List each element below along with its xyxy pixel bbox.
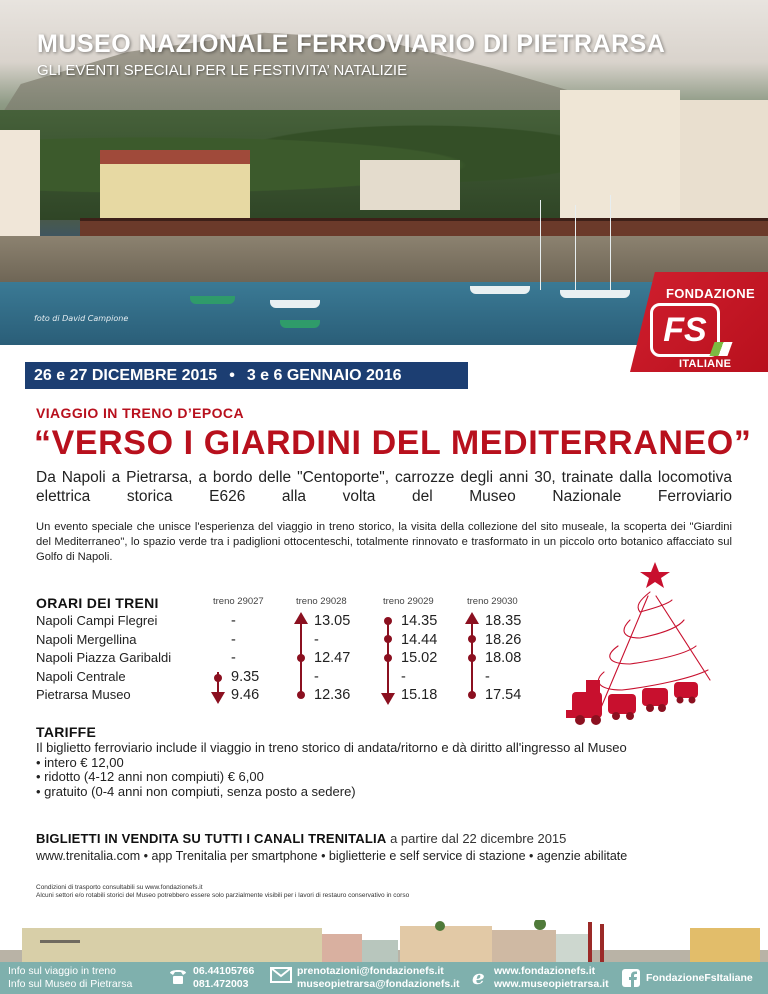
boat bbox=[190, 296, 235, 304]
tickets-start-date: a partire dal 22 dicembre 2015 bbox=[390, 831, 567, 846]
time-cell: - bbox=[231, 650, 236, 666]
museum-building bbox=[100, 150, 250, 220]
facebook-icon bbox=[622, 969, 640, 987]
logo-text-top: FONDAZIONE bbox=[666, 286, 755, 301]
time-cell: 15.02 bbox=[401, 650, 438, 666]
time-cell: - bbox=[314, 631, 319, 648]
time-cell: 12.47 bbox=[314, 650, 351, 666]
tickets-headline bbox=[36, 831, 566, 846]
train-number: treno 29027 bbox=[213, 596, 264, 607]
website-link[interactable]: www.museopietrarsa.it bbox=[494, 978, 609, 990]
tariffa-item: • gratuito (0-4 anni non compiuti, senza posto a sedere) bbox=[36, 783, 356, 799]
station-name: Napoli Centrale bbox=[36, 668, 126, 684]
station-list bbox=[36, 612, 171, 705]
footnotes bbox=[36, 884, 409, 900]
phone-icon bbox=[168, 967, 188, 985]
timeline-stop-dot bbox=[297, 654, 305, 662]
station-name: Pietrarsa Museo bbox=[36, 687, 131, 702]
station-name: Napoli Mergellina bbox=[36, 631, 137, 647]
time-cell: 14.35 bbox=[401, 613, 438, 629]
timeline-stop-dot bbox=[384, 654, 392, 662]
event-intro: Da Napoli a Pietrarsa, a bordo delle "Centoporte", carrozze degli anni 30, trainate dalla locomotiva elettrica storica E626 alla volta del Museo Nazionale Ferroviario bbox=[36, 469, 732, 505]
event-eyebrow: VIAGGIO IN TRENO D’EPOCA bbox=[36, 405, 244, 421]
info-museum: Info sul Museo di Pietrarsa bbox=[8, 978, 133, 990]
footnote: Condizioni di trasporto consultabili su www.fondazionefs.it bbox=[36, 884, 203, 891]
train-times bbox=[383, 612, 463, 705]
time-cell: - bbox=[231, 613, 236, 629]
time-cell: 18.35 bbox=[485, 613, 522, 629]
time-cell: 17.54 bbox=[485, 687, 522, 703]
date-second: 3 e 6 GENNAIO 2016 bbox=[246, 367, 402, 384]
time-cell: 12.36 bbox=[314, 687, 351, 703]
building bbox=[0, 130, 40, 250]
station-name: Napoli Piazza Garibaldi bbox=[36, 650, 172, 665]
footer-info bbox=[8, 965, 132, 991]
train-number: treno 29028 bbox=[296, 596, 347, 607]
date-separator: • bbox=[229, 367, 235, 384]
timeline-stop-dot bbox=[214, 674, 222, 682]
logo-text-bottom: ITALIANE bbox=[679, 358, 732, 370]
boat-mast bbox=[610, 195, 611, 290]
footnote: Alcuni settori e/o rotabili storici del Museo potrebbero essere solo parzialmente visibili per i lavori di restauro conservativo in corso bbox=[36, 892, 410, 899]
boat-mast bbox=[575, 205, 576, 290]
star-icon bbox=[640, 562, 670, 588]
historic-train bbox=[80, 218, 768, 236]
time-cell: - bbox=[314, 668, 319, 685]
time-cell: 9.46 bbox=[231, 687, 260, 703]
timeline-stop-dot bbox=[468, 691, 476, 699]
time-cell: 9.35 bbox=[231, 668, 260, 685]
timeline-stop-dot bbox=[384, 635, 392, 643]
time-cell: 15.18 bbox=[401, 687, 438, 703]
tariffa-item: • ridotto (4-12 anni non compiuti) € 6,00 bbox=[36, 769, 264, 784]
timeline-stop-dot bbox=[384, 617, 392, 625]
svg-text:e: e bbox=[472, 967, 485, 987]
train-column bbox=[383, 596, 463, 705]
website-link[interactable]: www.fondazionefs.it bbox=[494, 965, 596, 977]
timeline-stop-dot bbox=[468, 635, 476, 643]
email-icon bbox=[270, 967, 292, 983]
page-subtitle: GLI EVENTI SPECIALI PER LE FESTIVITA’ NATALIZIE bbox=[37, 62, 408, 79]
timetable-title: ORARI DEI TRENI bbox=[36, 595, 159, 611]
time-cell: - bbox=[401, 668, 406, 685]
tariffa-item: • intero € 12,00 bbox=[36, 754, 124, 770]
fs-logo-mark: FS bbox=[650, 303, 720, 357]
boat bbox=[470, 286, 530, 294]
toy-train-icon bbox=[566, 680, 698, 725]
harbour-wall bbox=[0, 236, 768, 282]
boat-mast bbox=[540, 200, 541, 290]
time-cell: 18.26 bbox=[485, 631, 522, 648]
tariffe-list bbox=[36, 741, 627, 799]
train-column bbox=[296, 596, 376, 705]
boat bbox=[270, 300, 320, 308]
info-train: Info sul viaggio in treno bbox=[8, 965, 116, 977]
time-cell: 18.08 bbox=[485, 650, 522, 666]
web-icon bbox=[470, 967, 490, 987]
train-number: treno 29030 bbox=[467, 596, 518, 607]
photo-credit: foto di David Campione bbox=[34, 314, 129, 323]
phone-number[interactable]: 081.472003 bbox=[193, 978, 249, 990]
phone-number[interactable]: 06.44105766 bbox=[193, 965, 255, 977]
train-times bbox=[213, 612, 293, 705]
train-times bbox=[467, 612, 547, 705]
arrow-down-icon bbox=[381, 693, 395, 705]
email-link[interactable]: prenotazioni@fondazionefs.it bbox=[297, 965, 444, 977]
time-cell: - bbox=[485, 668, 490, 685]
timeline-stop-dot bbox=[297, 691, 305, 699]
email-link[interactable]: museopietrarsa@fondazionefs.it bbox=[297, 978, 460, 990]
station-name: Napoli Campi Flegrei bbox=[36, 613, 158, 628]
tariffe-intro: Il biglietto ferroviario include il viaggio in treno storico di andata/ritorno e dà diritto all'ingresso al Museo bbox=[36, 740, 627, 755]
event-description: Un evento speciale che unisce l'esperienza del viaggio in treno storico, la visita della collezione del sito museale, la scoperta dei "Giardini del Mediterraneo", lo spazio verde tra i padiglioni ottocenteschi, totalmente rinnovato e trasformato in un piccolo orto botanico affacciato sul Golfo di Napoli. bbox=[36, 521, 732, 563]
boat bbox=[560, 290, 630, 298]
time-cell: - bbox=[231, 631, 236, 648]
tariffe-title: TARIFFE bbox=[36, 724, 97, 740]
museum-skyline-illustration bbox=[0, 920, 768, 962]
train-times bbox=[296, 612, 376, 705]
date-first: 26 e 27 DICEMBRE 2015 bbox=[34, 367, 218, 384]
train-column bbox=[467, 596, 547, 705]
event-headline: “VERSO I GIARDINI DEL MEDITERRANEO” bbox=[34, 424, 752, 462]
event-dates bbox=[25, 362, 468, 389]
facebook-link[interactable]: FondazioneFsItaliane bbox=[646, 972, 753, 984]
tickets-title: BIGLIETTI IN VENDITA SU TUTTI I CANALI TRENITALIA bbox=[36, 831, 387, 846]
christmas-tree-illustration bbox=[560, 560, 740, 740]
page-title: MUSEO NAZIONALE FERROVIARIO DI PIETRARSA bbox=[37, 30, 666, 58]
sales-channels: www.trenitalia.com • app Trenitalia per smartphone • biglietterie e self service di stazione • agenzie abilitate bbox=[36, 849, 628, 863]
arrow-up-icon bbox=[294, 612, 308, 624]
footer bbox=[0, 962, 768, 994]
footer-websites bbox=[494, 965, 609, 991]
footer-phones bbox=[193, 965, 254, 991]
train-number: treno 29029 bbox=[383, 596, 434, 607]
timeline-stop-dot bbox=[468, 654, 476, 662]
building bbox=[360, 160, 460, 210]
arrow-down-icon bbox=[211, 692, 225, 704]
train-column bbox=[213, 596, 293, 705]
time-cell: 14.44 bbox=[401, 631, 438, 648]
time-cell: 13.05 bbox=[314, 613, 351, 629]
arrow-up-icon bbox=[465, 612, 479, 624]
boat bbox=[280, 320, 320, 328]
footer-emails bbox=[297, 965, 460, 991]
